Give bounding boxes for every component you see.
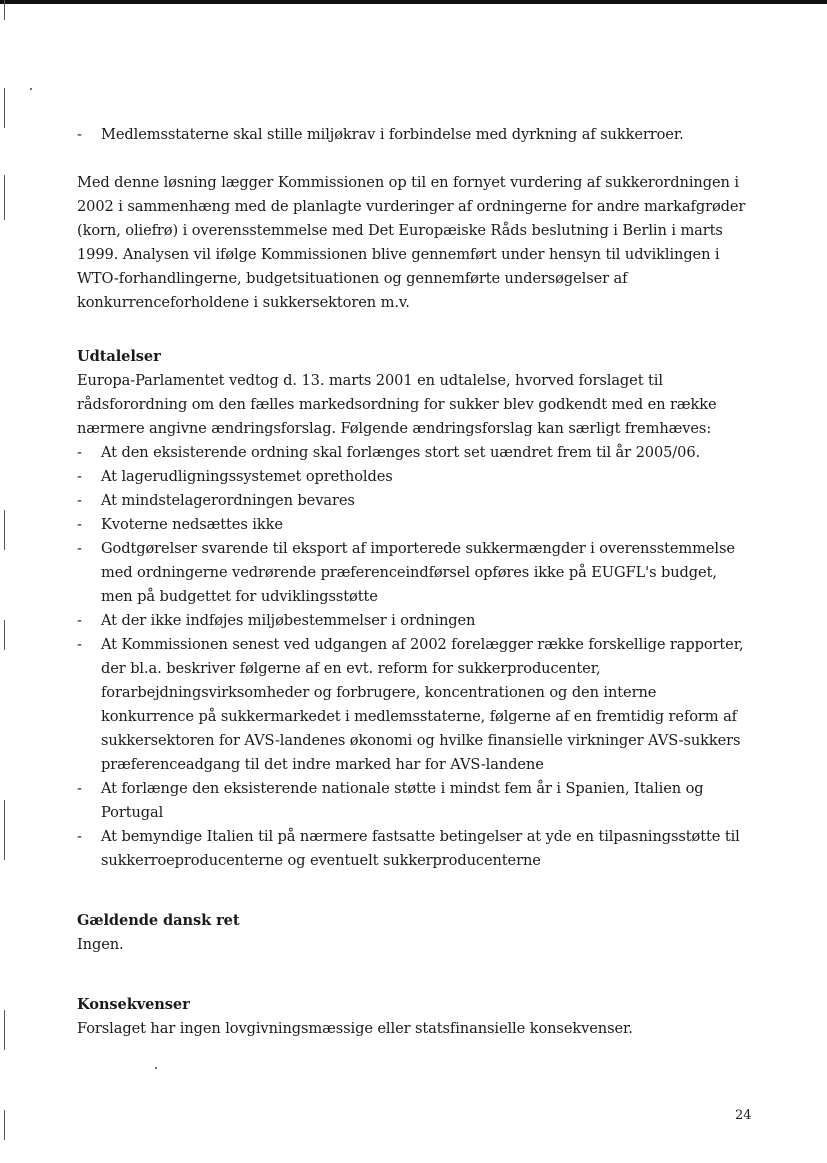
- list-item: [77, 465, 749, 489]
- section-heading-gaeldende-dansk-ret: Gældende dansk ret: [77, 912, 240, 929]
- scan-edge-mark: [4, 88, 5, 128]
- list-item: [77, 489, 749, 513]
- bullet-dash: -: [77, 444, 82, 461]
- document-body: [77, 123, 749, 1041]
- list-item-text: Kvoterne nedsættes ikke: [101, 516, 283, 533]
- page-number: 24: [735, 1108, 752, 1123]
- list-item-text: At bemyndige Italien til på nærmere fastsatte betingelser at yde en tilpasningsstøtte til sukkerroeproducenterne og eventuelt sukkerproducenterne: [101, 828, 740, 869]
- list-item-text: At mindstelagerordningen bevares: [101, 492, 355, 509]
- list-item: [77, 537, 749, 609]
- bullet-dash: -: [77, 468, 82, 485]
- list-item-text: At den eksisterende ordning skal forlænges stort set uændret frem til år 2005/06.: [101, 444, 701, 461]
- list-item-text: At Kommissionen senest ved udgangen af 2002 forelægger række forskellige rapporter, der bl.a. beskriver følgerne af en evt. reform for sukkerproducenter, forarbejdningsvirksomheder og forbrugere, koncentrationen og den interne konkurrence på sukkermarkedet i medlemsstaterne, følgerne af en fremtidig reform af sukkersektoren for AVS-landenes økonomi og hvilke finansielle virkninger AVS-sukkers præferenceadgang til det indre marked har for AVS-landene: [101, 636, 744, 773]
- list-item-text: Godtgørelser svarende til eksport af importerede sukkermængder i overensstemmelse med ordningerne vedrørende præferenceindførsel opføres ikke på EUGFL's budget, men på budgettet for udviklingsstøtte: [101, 540, 735, 605]
- scan-speck: [30, 88, 32, 90]
- bullet-dash: -: [77, 636, 82, 653]
- list-item-text: At forlænge den eksisterende nationale støtte i mindst fem år i Spanien, Italien og Portugal: [101, 780, 704, 821]
- list-item: [77, 441, 749, 465]
- gaeldende-text: Ingen.: [77, 936, 124, 953]
- bullet-dash: -: [77, 780, 82, 797]
- scan-edge-mark: [4, 620, 5, 650]
- list-item-text: At der ikke indføjes miljøbestemmelser i ordningen: [101, 612, 476, 629]
- list-item: [77, 609, 749, 633]
- scan-speck: [155, 1067, 157, 1069]
- bullet-dash: -: [77, 516, 82, 533]
- bullet-dash: -: [77, 126, 82, 143]
- intro-paragraph: Med denne løsning lægger Kommissionen op til en fornyet vurdering af sukkerordningen i 2002 i sammenhæng med de planlagte vurderinger af ordningerne for andre markafgrøder (korn, oliefrø) i overensstemmelse med Det Europæiske Råds beslutning i Berlin i marts 1999. Analysen vil ifølge Kommissionen blive gennemført under hensyn til udviklingen i WTO-forhandlingerne, budgetsituationen og gennemførte undersøgelser af konkurrenceforholdene i sukkersektoren m.v.: [77, 174, 746, 311]
- konsekvenser-text: Forslaget har ingen lovgivningsmæssige eller statsfinansielle konsekvenser.: [77, 1020, 633, 1037]
- scan-edge-mark: [4, 175, 5, 220]
- scan-edge-mark: [4, 1110, 5, 1140]
- scan-edge-mark: [4, 510, 5, 550]
- list-item: [77, 633, 749, 777]
- section-heading-konsekvenser: Konsekvenser: [77, 996, 190, 1013]
- bullet-dash: -: [77, 492, 82, 509]
- bullet-dash: -: [77, 612, 82, 629]
- udtalelser-list: [77, 441, 749, 873]
- list-item: [77, 513, 749, 537]
- list-item: [77, 825, 749, 873]
- bullet-dash: -: [77, 540, 82, 557]
- list-item: [77, 777, 749, 825]
- list-item-text: At lagerudligningssystemet opretholdes: [101, 468, 393, 485]
- bullet-dash: -: [77, 828, 82, 845]
- top-scan-rule: [0, 0, 827, 4]
- list-item-text: Medlemsstaterne skal stille miljøkrav i forbindelse med dyrkning af sukkerroer.: [101, 126, 684, 143]
- udtalelser-paragraph: Europa-Parlamentet vedtog d. 13. marts 2001 en udtalelse, hvorved forslaget til rådsforordning om den fælles markedsordning for sukker blev godkendt med en række nærmere angivne ændringsforslag. Følgende ændringsforslag kan særligt fremhæves:: [77, 372, 717, 437]
- scan-edge-mark: [4, 1010, 5, 1050]
- scan-edge-mark: [4, 800, 5, 860]
- list-item: [77, 123, 749, 147]
- section-heading-udtalelser: Udtalelser: [77, 348, 161, 365]
- scan-edge-mark: [4, 0, 5, 20]
